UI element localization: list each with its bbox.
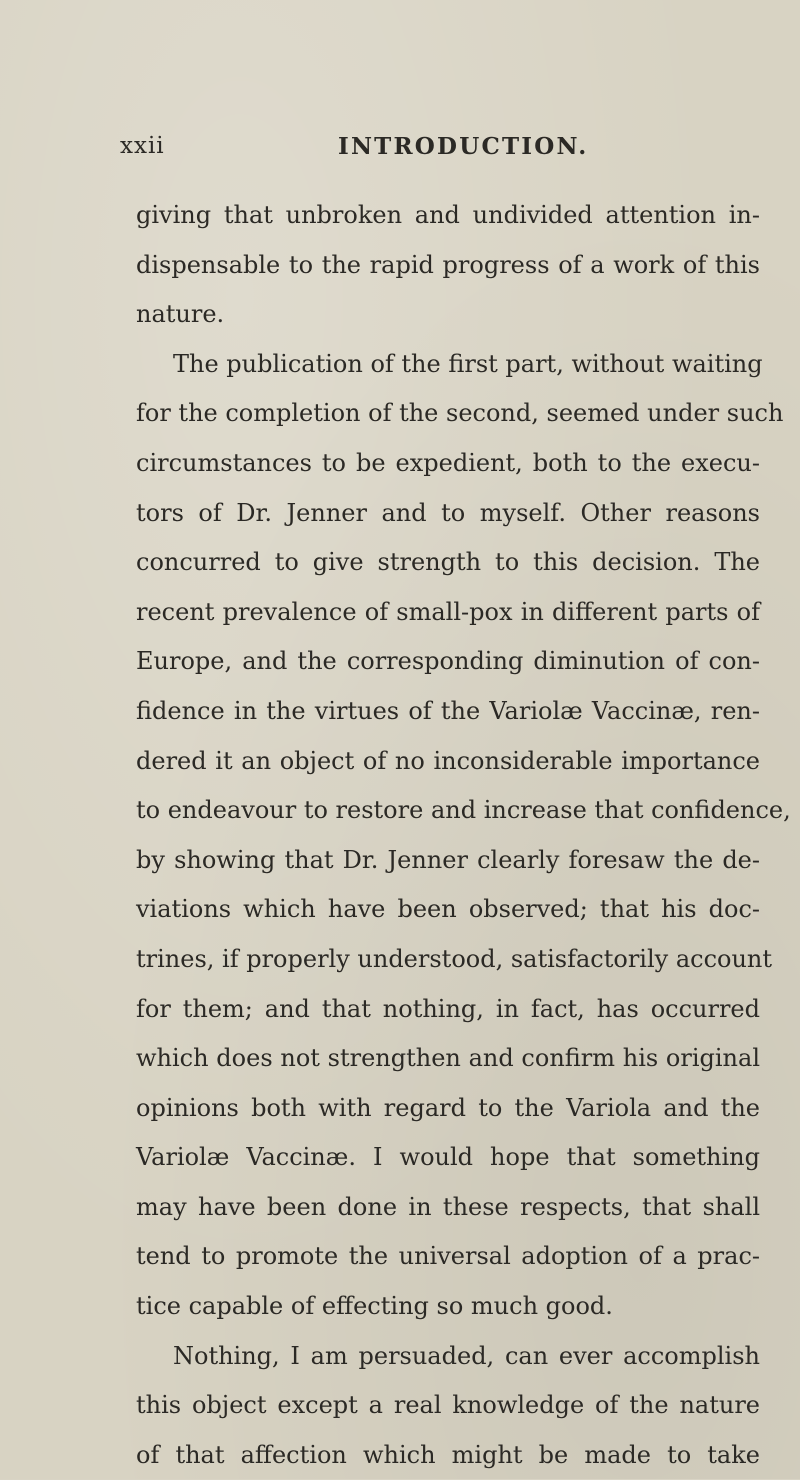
text-line: tors of Dr. Jenner and to myself. Other reasons [136, 498, 760, 527]
text-line: viations which have been observed; that his doc- [136, 895, 760, 924]
text-line: which does not strengthen and confirm his original [136, 1044, 760, 1073]
page-number: xxii [120, 133, 165, 159]
text-line: circumstances to be expedient, both to the execu- [136, 448, 760, 477]
text-line: dispensable to the rapid progress of a work of this [136, 250, 760, 279]
text-line: giving that unbroken and undivided attention in- [136, 201, 760, 229]
text-line: this object except a real knowledge of the nature [136, 1391, 760, 1420]
text-line: Variolæ Vaccinæ. I would hope that something [136, 1143, 760, 1172]
text-line: trines, if properly understood, satisfactorily account [136, 944, 773, 973]
text-line: tend to promote the universal adoption of a prac- [136, 1242, 760, 1271]
text-line: opinions both with regard to the Variola and the [136, 1093, 760, 1122]
text-line: Nothing, I am persuaded, can ever accomplish [173, 1341, 760, 1370]
text-line: fidence in the virtues of the Variolæ Vaccinæ, ren- [136, 696, 760, 725]
text-line: recent prevalence of small-pox in different parts of [136, 597, 760, 626]
text-line: nature. [136, 300, 225, 329]
text-line: The publication of the first part, without waiting [173, 349, 763, 378]
running-head [120, 133, 760, 165]
text-line: may have been done in these respects, that shall [136, 1192, 760, 1221]
text-line: Europe, and the corresponding diminution of con- [136, 647, 760, 676]
text-line: of that affection which might be made to take [136, 1440, 760, 1469]
text-line: for the completion of the second, seemed under such [136, 399, 784, 428]
text-line: dered it an object of no inconsiderable importance [136, 746, 760, 775]
text-line: tice capable of effecting so much good. [136, 1292, 613, 1321]
running-title: INTRODUCTION. [338, 133, 589, 160]
text-line: by showing that Dr. Jenner clearly foresaw the de- [136, 845, 760, 874]
text-line: to endeavour to restore and increase that confidence, [136, 796, 791, 825]
body-text [136, 191, 791, 1480]
text-line: concurred to give strength to this decision. The [136, 548, 760, 577]
text-line: for them; and that nothing, in fact, has occurred [136, 994, 760, 1023]
